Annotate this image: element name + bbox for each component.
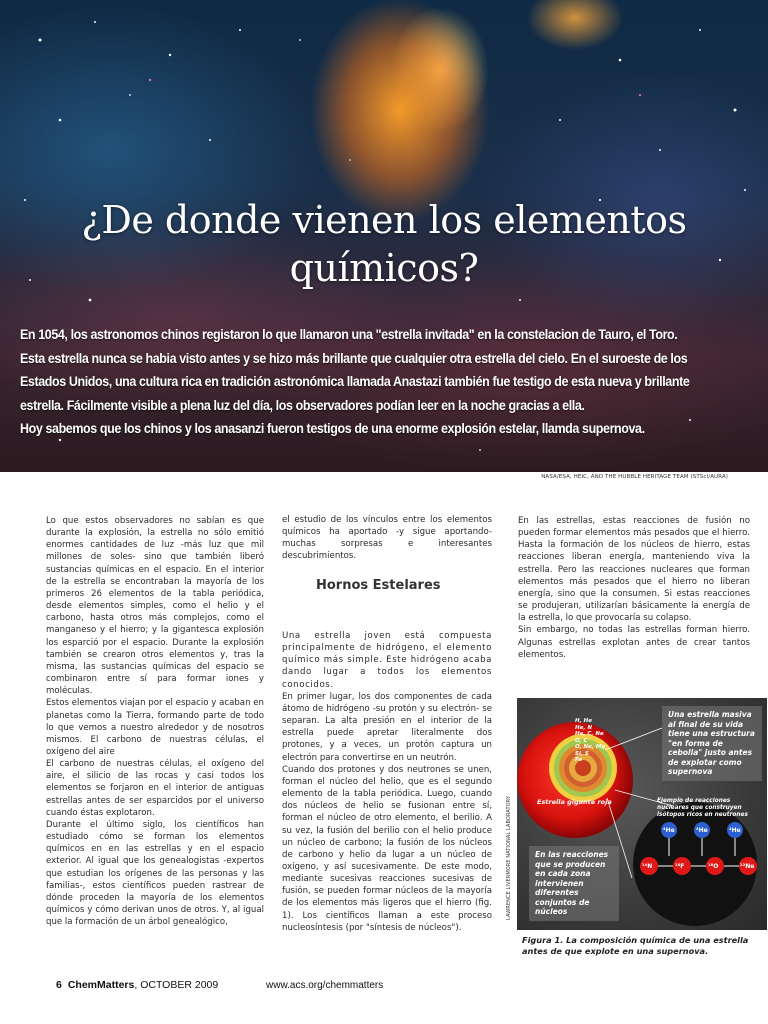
zones-note: En las reacciones que se producen en cada zona intervienen diferentes conjuntos de núcleos (529, 846, 619, 921)
paragraph: El carbono de nuestras células, el oxígeno del aire, el silicio de las rocas y casi todos los elementos se forjaron en el interior de antiguas estrellas antes de ser esparcidos por el universo cuando éstas explotaron. (46, 759, 264, 818)
column-2-top (282, 514, 492, 563)
nucleus-label: ¹⁸O (708, 863, 719, 870)
footer-url: www.acs.org/chemmatters (266, 980, 384, 991)
paragraph: Sin embargo, no todas las estrellas forman hierro. Algunas estrellas explotan antes de crear tantos elementos. (518, 625, 750, 660)
magazine-name: ChemMatters (67, 979, 135, 991)
intro-line: Hoy sabemos que los chinos y los anasanzi fueron testigos de una enorme explosión estelar, llamda supernova. (20, 421, 645, 437)
layer-label: He, N (575, 724, 592, 731)
hero-image (0, 0, 768, 472)
layer-labels (575, 718, 605, 764)
nucleus-label: ⁴He (696, 827, 708, 834)
column-1 (46, 515, 264, 928)
paragraph: Lo que estos observadores no sabían es que durante la explosión, la estrella no sólo emitió enormes cantidades de luz -más luz que mil millones de soles- sino que también liberó sustancias químicas en el espacio. En el interior de la estrella se encontraban la mayoría de los primeros 26 elementos de la tabla periódica, desde elementos simples, como el helio y el carbono, hasta otros más complejos, como el manganeso y el hierro; y la gigantesca explosión los esparció por el espacio. Durante la explosión también se crearon otros elementos y, tras la misma, las sustancias químicas del espacio se combinaron entre sí para formar iones y moléculas. (46, 516, 264, 697)
figure-caption: Figura 1. La composición química de una estrella antes de que explote en una supernova. (522, 935, 749, 956)
intro-line: En 1054, los astronomos chinos registaron lo que llamaron una "estrella invitada" en la constelacion de Tauro, el Toro. (20, 327, 678, 343)
layer-label: H, He (575, 718, 592, 724)
intro-line: Esta estrella nunca se habia visto antes y se hizo más brillante que cualquier otra estrella del cielo. En el suroeste de los (20, 350, 688, 367)
layer-label: He, C, Ne (575, 731, 604, 737)
figure-credit: LAWRENCE LIVERMORE NATIONAL LABORATORY (506, 795, 512, 920)
paragraph: Estos elementos viajan por el espacio y acaban en planetas como la Tierra, formando parte de todo lo que vemos a nuestro alrededor y de nosotros mismos. El carbono de nuestras células, el oxígeno del aire (46, 698, 264, 757)
nucleus-label: ²²Ne (740, 863, 755, 870)
column-2 (282, 630, 492, 934)
issue-date: , OCTOBER 2009 (134, 979, 219, 991)
layer-label: O, Ne, Mg (575, 744, 606, 750)
intro-line: Estados Unidos, una cultura rica en tradición astronómica llamada Anastazi también fue testigo de esta nueva y brillante (20, 374, 690, 390)
column-3 (518, 515, 750, 661)
intro-line: estrella. Fácilmente visible a plena luz del día, los observadores podían leer en la noche gracias a ella. (20, 397, 585, 414)
layer-label: Fe (575, 757, 583, 763)
star-structure-figure (517, 698, 767, 930)
nucleus-label: ⁴He (663, 827, 675, 834)
intro-text (20, 324, 759, 442)
title-line-2: químicos? (289, 246, 479, 290)
paragraph: En primer lugar, los dos componentes de cada átomo de hidrógeno -su protón y su electrón- se separan. La alta presión en el interior de la estrella puede apretar literalmente dos protones, y a veces, un protón captura un electrón para convertirse en un neutrón. (282, 691, 492, 763)
nucleus-label: ⁴He (729, 827, 741, 834)
red-giant-label: Estrella gigante roja (537, 798, 612, 806)
paragraph: el estudio de los vínculos entre los elementos químicos ha aportado -y sigue aportando- muchas sorpresas e interesantes descubrimientos. (282, 515, 492, 562)
footer (56, 979, 218, 991)
page-number: 6 (56, 979, 62, 991)
layer-label: Si, S (575, 750, 589, 757)
paragraph: Una estrella joven está compuesta principalmente de hidrógeno, el elemento químico más simple. Este hidrógeno acaba dando lugar a todos los elementos conocidos. (282, 631, 492, 690)
page-title (0, 196, 768, 292)
nucleus-label: ¹⁴N (642, 863, 653, 870)
paragraph: Durante el último siglo, los científicos han estudiado cómo se forman los elementos químicos en en las estrellas y en el espacio exterior. Al igual que los genealogistas -expertos que estudian los orígenes de las personas y las familias-, estos científicos pueden rastrear de dónde proceden la mayoría de los elementos químicos y cómo derivan unos de otros. Y, al igual que la formación de un árbol genealógico, (46, 819, 264, 928)
structure-note: Una estrella masiva al final de su vida tiene una estructura "en forma de cebolla" justo antes de explotar como supernova (662, 706, 762, 781)
image-credit: NASA/ESA, HEIC, AND THE HUBBLE HERITAGE TEAM (STScI/AURA) (541, 474, 728, 480)
title-line-1: ¿De donde vienen los elementos (81, 198, 687, 242)
section-heading: Hornos Estelares (316, 578, 441, 593)
paragraph: Cuando dos protones y dos neutrones se unen, forman el núcleo del helio, que es el segundo elemento de la tabla periódica. Luego, cuando dos núcleos de helio se fusionan entre sí, forman el núcleo de otro elemento, el berilio. A su vez, la fusión del berilio con el helio produce un núcleo de carbono; la fusión de los núcleos de carbono y helio da lugar a un núcleo de oxígeno, y así sucesivamente. De este modo, mediante sucesivas reacciones sucesivas de fusión, se pueden formar núcleos de la mayoría de los elementos más ligeros que el hierro (fig. 1). Los científicos llaman a este proceso nucleosíntesis (por "síntesis de núcleos"). (282, 764, 492, 933)
example-label: Ejemplo de reacciones nucleares que construyen isótopos ricos en neutrones (657, 798, 748, 818)
paragraph: En las estrellas, estas reacciones de fusión no pueden formar elementos más pesados que el hierro. Hasta la formación de los núcleos de hierro, estas reacciones liberan energía, manteniendo viva la estrella. Pero las reacciones nucleares que forman elementos más pesados que el hierro no liberan energía, sino que la consumen. Si estas reacciones se produjeran, utilizarían básicamente la energía de la estrella, lo que provocaría su colapso. (518, 516, 750, 624)
nucleus-label: ¹⁸F (675, 863, 685, 870)
layer-label: O, C (575, 737, 588, 744)
